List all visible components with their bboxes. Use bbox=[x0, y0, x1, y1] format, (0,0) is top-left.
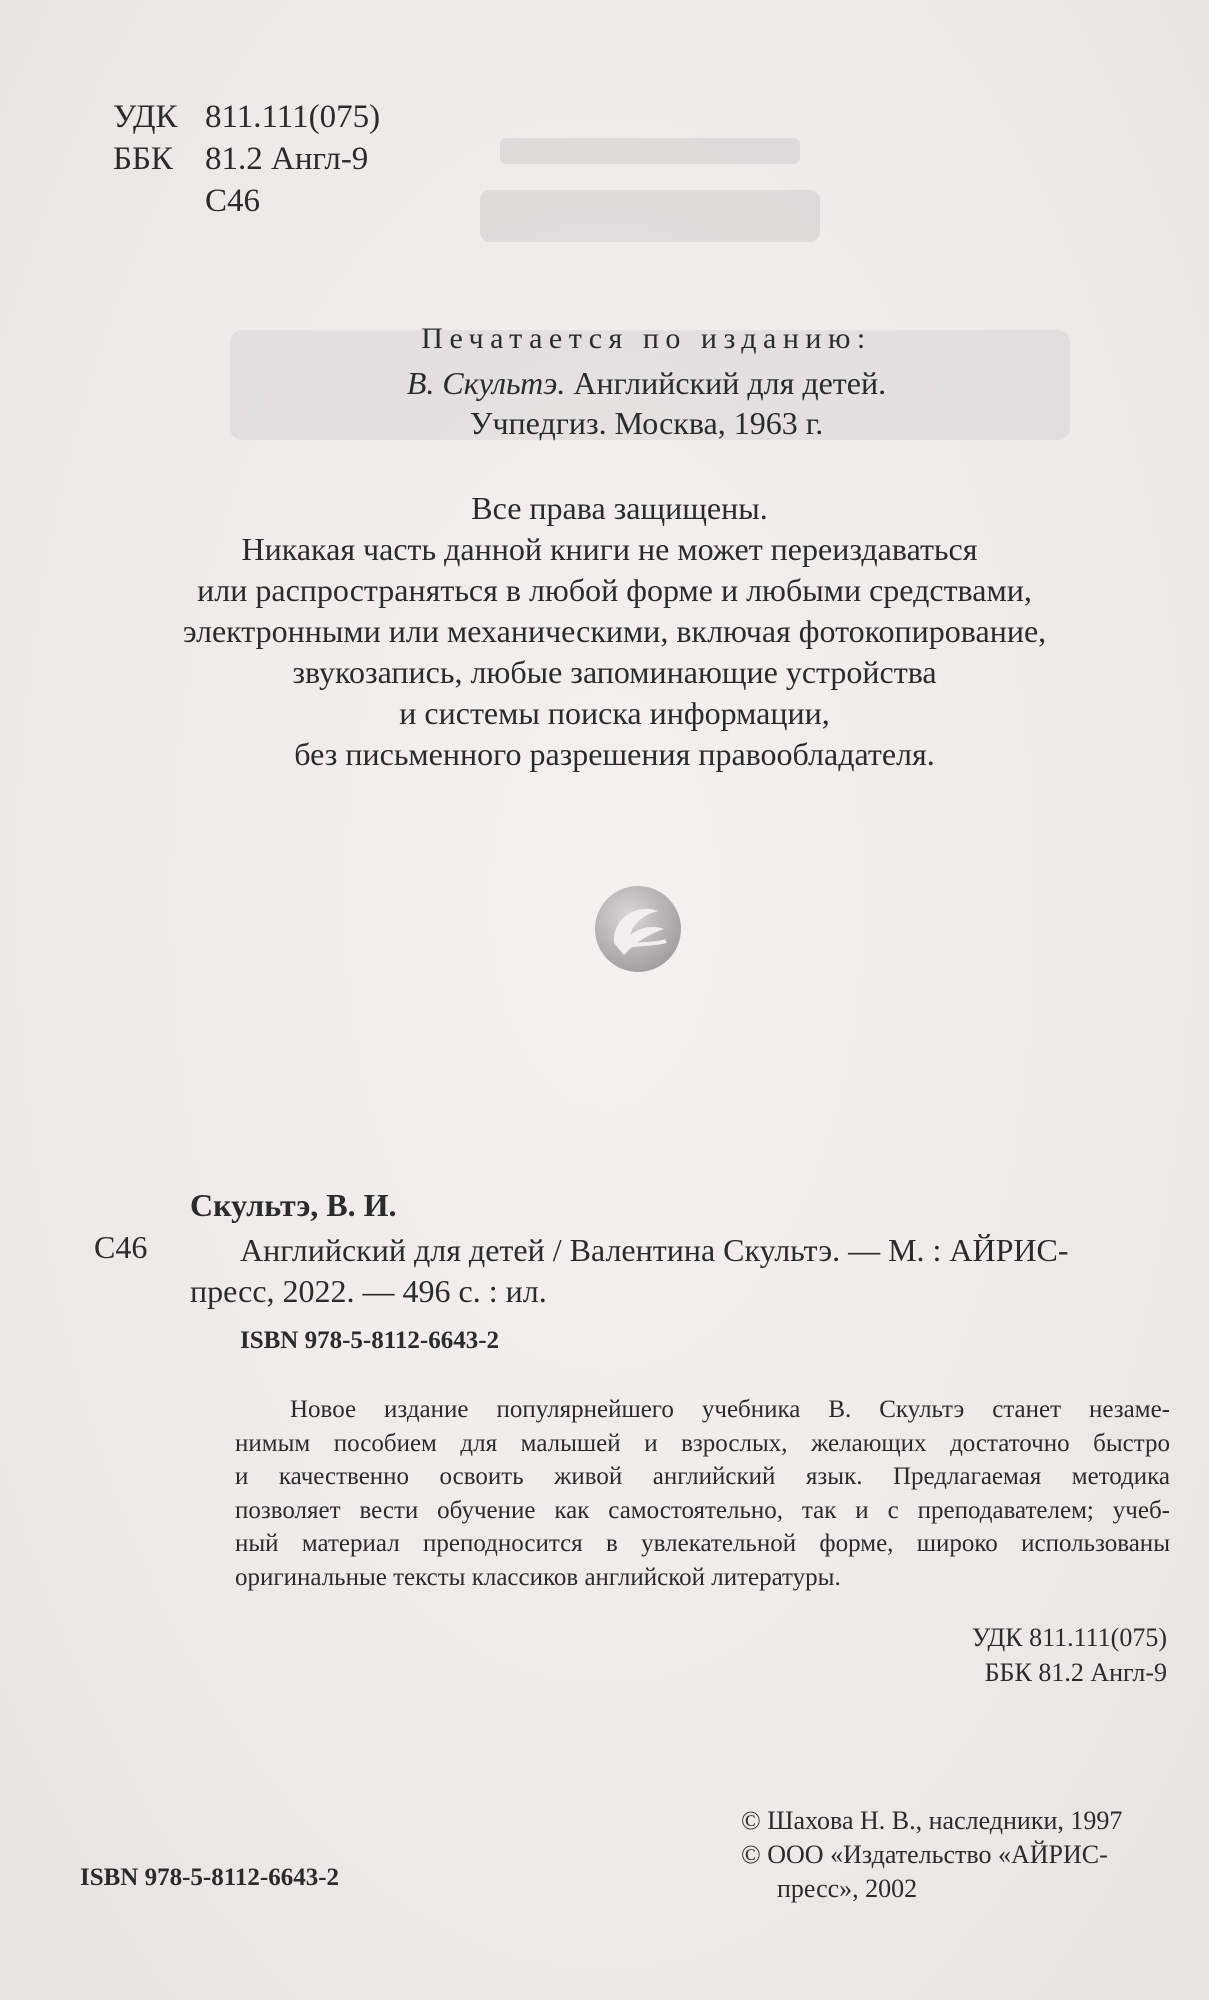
bottom-bbk: ББК 81.2 Англ-9 bbox=[984, 1658, 1167, 1687]
annotation-line: позволяет вести обучение как самостоятельно, так и с преподавателем; учеб- bbox=[235, 1496, 1170, 1524]
annotation-line: Новое издание популярнейшего учебника В. Скультэ станет незаме- bbox=[290, 1396, 1170, 1423]
annotation-line: нимым пособием для малышей и взрослых, желающих достаточно быстро bbox=[235, 1429, 1170, 1457]
rights-line: электронными или механическими, включая фотокопирование, bbox=[182, 613, 1047, 649]
udk-value: 811.111(075) bbox=[205, 99, 381, 135]
bibliographic-entry-line2: пресс, 2022. — 496 с. : ил. bbox=[190, 1273, 547, 1309]
publisher-logo-icon bbox=[592, 883, 684, 975]
rights-line: и системы поиска информации, bbox=[399, 695, 830, 731]
rights-line: звукозапись, любые запоминающие устройства bbox=[292, 654, 937, 690]
isbn-bottom: ISBN 978-5-8112-6643-2 bbox=[80, 1864, 340, 1891]
bibliographic-entry-line1: Английский для детей / Валентина Скультэ. — М. : АЙРИС- bbox=[240, 1232, 1069, 1268]
annotation-line: ный материал преподносится в увлекательной форме, широко использованы bbox=[235, 1530, 1170, 1557]
bibliographic-mark: С46 bbox=[94, 1229, 148, 1265]
printed-from-source bbox=[42, 365, 1209, 402]
printed-from-publisher: Учпедгиз. Москва, 1963 г. bbox=[469, 405, 824, 441]
source-author: В. Скультэ. bbox=[406, 365, 566, 401]
rights-line: Никакая часть данной книги не может переиздаваться bbox=[241, 531, 978, 567]
rights-line: без письменного разрешения правообладателя. bbox=[294, 736, 935, 772]
copyright-line1: © Шахова Н. В., наследники, 1997 bbox=[741, 1806, 1123, 1835]
author-mark-row bbox=[0, 180, 600, 222]
bibliographic-isbn: ISBN 978-5-8112-6643-2 bbox=[240, 1327, 500, 1354]
copyright-line3: пресс», 2002 bbox=[777, 1874, 918, 1903]
bbk-row bbox=[0, 138, 600, 180]
author-mark: С46 bbox=[205, 183, 261, 219]
bottom-udk: УДК 811.111(075) bbox=[971, 1623, 1167, 1652]
bibliographic-author: Скультэ, В. И. bbox=[190, 1187, 397, 1223]
rights-line: Все права защищены. bbox=[471, 490, 768, 526]
annotation-line: и качественно освоить живой английский язык. Предлагаемая методика bbox=[235, 1463, 1170, 1490]
rights-line: или распространяться в любой форме и любыми средствами, bbox=[197, 572, 1032, 608]
source-title: Английский для детей. bbox=[573, 365, 887, 401]
annotation-block bbox=[235, 1393, 1170, 1594]
bbk-value: 81.2 Англ-9 bbox=[205, 141, 369, 177]
copyright-line2: © ООО «Издательство «АЙРИС- bbox=[741, 1840, 1108, 1869]
printed-from-header: Печатается по изданию: bbox=[421, 322, 872, 355]
udk-label: УДК bbox=[113, 99, 178, 135]
annotation-line: оригинальные тексты классиков английской литературы. bbox=[235, 1563, 841, 1591]
udk-row bbox=[0, 96, 600, 138]
rights-block bbox=[0, 488, 1209, 775]
bbk-label: ББК bbox=[113, 141, 173, 177]
